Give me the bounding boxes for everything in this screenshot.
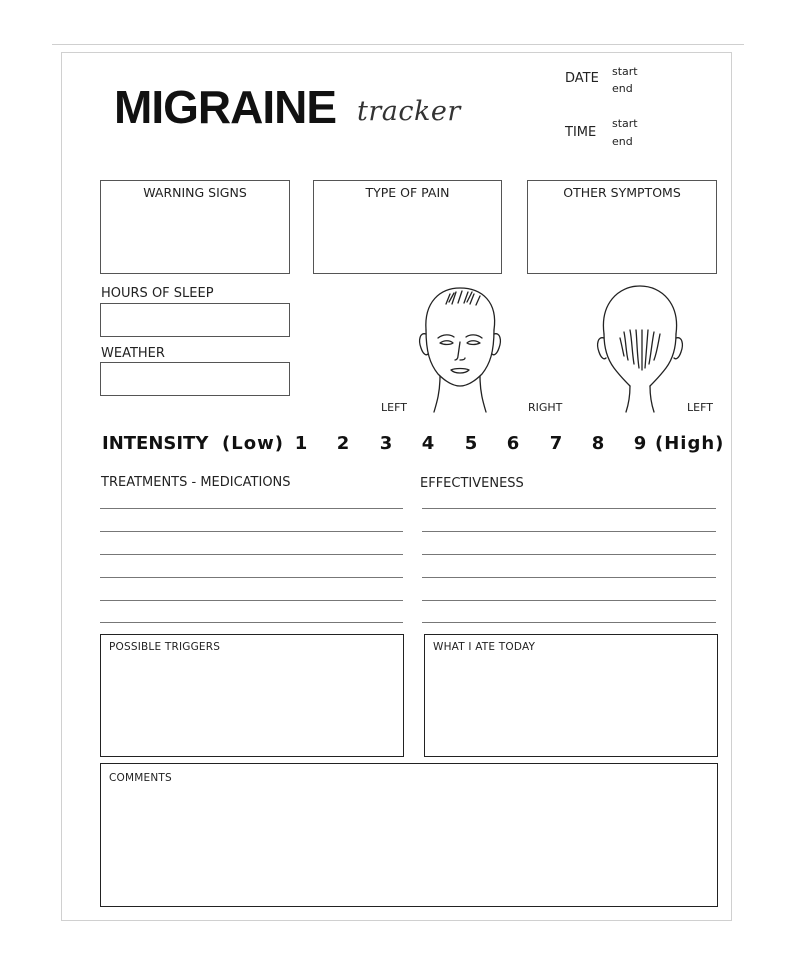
- front-left-label: LEFT: [381, 401, 407, 414]
- possible-triggers-box[interactable]: [100, 634, 404, 757]
- front-right-label: RIGHT: [528, 401, 563, 414]
- effectiveness-line[interactable]: [422, 600, 716, 601]
- comments-label: COMMENTS: [109, 772, 172, 784]
- intensity-option-9[interactable]: 9: [633, 433, 647, 454]
- what-i-ate-label: WHAT I ATE TODAY: [433, 641, 536, 653]
- warning-signs-label: WARNING SIGNS: [143, 185, 247, 200]
- head-back-icon[interactable]: [590, 282, 690, 414]
- title-tracker: tracker: [357, 96, 461, 127]
- effectiveness-line[interactable]: [422, 577, 716, 578]
- treatment-line[interactable]: [100, 622, 403, 623]
- back-left-label: LEFT: [687, 401, 713, 414]
- treatment-line[interactable]: [100, 600, 403, 601]
- hours-of-sleep-field[interactable]: [100, 303, 290, 337]
- other-symptoms-label: OTHER SYMPTOMS: [563, 185, 681, 200]
- type-of-pain-label: TYPE OF PAIN: [365, 185, 450, 200]
- top-divider: [52, 44, 744, 45]
- treatment-line[interactable]: [100, 554, 403, 555]
- time-start-label: start: [612, 117, 638, 130]
- intensity-high-label: (High): [655, 433, 725, 454]
- intensity-option-8[interactable]: 8: [591, 433, 605, 454]
- effectiveness-line[interactable]: [422, 622, 716, 623]
- hours-of-sleep-label: HOURS OF SLEEP: [101, 286, 214, 301]
- intensity-option-4[interactable]: 4: [421, 433, 435, 454]
- intensity-option-6[interactable]: 6: [506, 433, 520, 454]
- intensity-option-1[interactable]: 1: [294, 433, 308, 454]
- effectiveness-line[interactable]: [422, 531, 716, 532]
- intensity-low-label: (Low): [222, 433, 284, 454]
- other-symptoms-box[interactable]: [527, 180, 717, 274]
- effectiveness-line[interactable]: [422, 554, 716, 555]
- intensity-label: INTENSITY: [102, 433, 209, 454]
- intensity-option-5[interactable]: 5: [464, 433, 478, 454]
- warning-signs-box[interactable]: [100, 180, 290, 274]
- effectiveness-label: EFFECTIVENESS: [420, 476, 524, 491]
- what-i-ate-box[interactable]: [424, 634, 718, 757]
- possible-triggers-label: POSSIBLE TRIGGERS: [109, 641, 221, 653]
- treatment-line[interactable]: [100, 508, 403, 509]
- intensity-option-3[interactable]: 3: [379, 433, 393, 454]
- date-start-label: start: [612, 65, 638, 78]
- weather-label: WEATHER: [101, 346, 165, 361]
- effectiveness-line[interactable]: [422, 508, 716, 509]
- intensity-option-2[interactable]: 2: [336, 433, 350, 454]
- type-of-pain-box[interactable]: [313, 180, 502, 274]
- time-end-label: end: [612, 135, 633, 148]
- comments-box[interactable]: [100, 763, 718, 907]
- title-migraine: MIGRAINE: [114, 81, 336, 133]
- time-label: TIME: [565, 125, 597, 140]
- treatments-label: TREATMENTS - MEDICATIONS: [101, 475, 291, 490]
- treatment-line[interactable]: [100, 577, 403, 578]
- weather-field[interactable]: [100, 362, 290, 396]
- date-end-label: end: [612, 82, 633, 95]
- head-front-icon[interactable]: [410, 282, 510, 414]
- date-label: DATE: [565, 71, 599, 86]
- intensity-option-7[interactable]: 7: [549, 433, 563, 454]
- treatment-line[interactable]: [100, 531, 403, 532]
